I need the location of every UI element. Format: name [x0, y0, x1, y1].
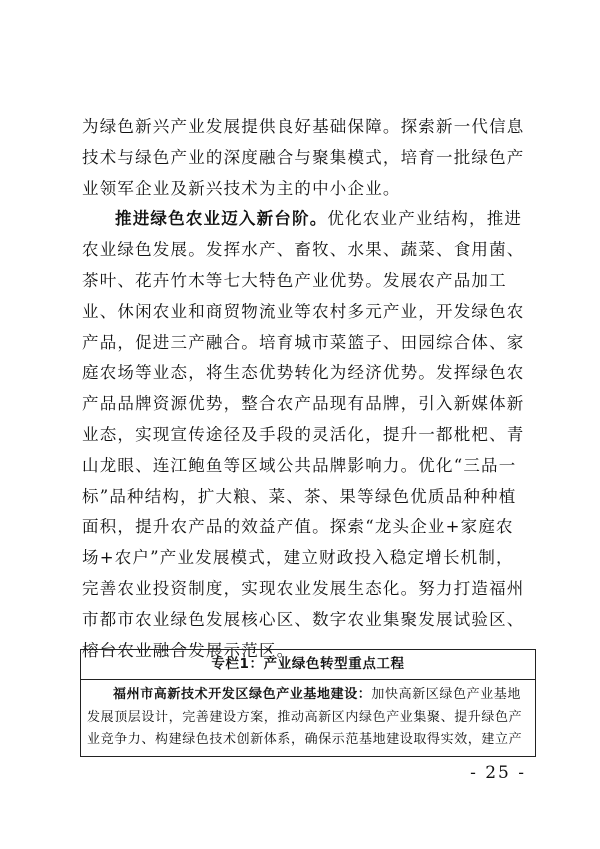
paragraph-2-text: 优化农业产业结构，推进农业绿色发展。发挥水产、畜牧、水果、蔬菜、食用菌、茶叶、花卉竹木等七大特色产业优势。发展农产品加工业、休闲农业和商贸物流业等农村多元产业，开发绿色农产品，促进三产融合。培育城市菜篮子、田园综合体、家庭农场等业态，将生态优势转化为经济优势。发挥绿色农产品品牌资源优势，整合农产品现有品牌，引入新媒体新业态，实现宣传途径及手段的灵活化，提升一都枇杷、青山龙眼、连江鲍鱼等区域公共品牌影响力。优化“三品一标”品种结构，扩大粮、菜、茶、果等绿色优质品种种植面积，提升农产品的效益产值。探索“龙头企业+家庭农场+农户”产业发展模式，建立财政投入稳定增长机制，完善农业投资制度，实现农业发展生态化。努力打造福州市都市农业绿色发展核心区、数字农业集聚发展试验区、榕台农业融合发展示范区。	[82, 209, 525, 660]
body-text	[82, 112, 528, 666]
box-entry-text: 加快高新区绿色产业基地发展顶层设计，完善建设方案，推动高新区内绿色产业集聚、提升绿色产业竞争力、构建绿色技术创新体系，确保示范基地建设取得实效，建立产	[87, 687, 523, 747]
paragraph-1: 为绿色新兴产业发展提供良好基础保障。探索新一代信息技术与绿色产业的深度融合与聚集模式，培育一批绿色产业领军企业及新兴技术为主的中小企业。	[82, 117, 525, 198]
box-title: 专栏1：产业绿色转型重点工程	[81, 650, 535, 680]
paragraph-2	[82, 204, 528, 666]
box-body	[81, 680, 535, 752]
paragraph-2-heading: 推进绿色农业迈入新台阶。	[115, 209, 328, 229]
special-column-box	[80, 649, 536, 757]
page-number: - 25 -	[470, 763, 526, 783]
box-entry-heading: 福州市高新技术开发区绿色产业基地建设：	[113, 687, 372, 702]
